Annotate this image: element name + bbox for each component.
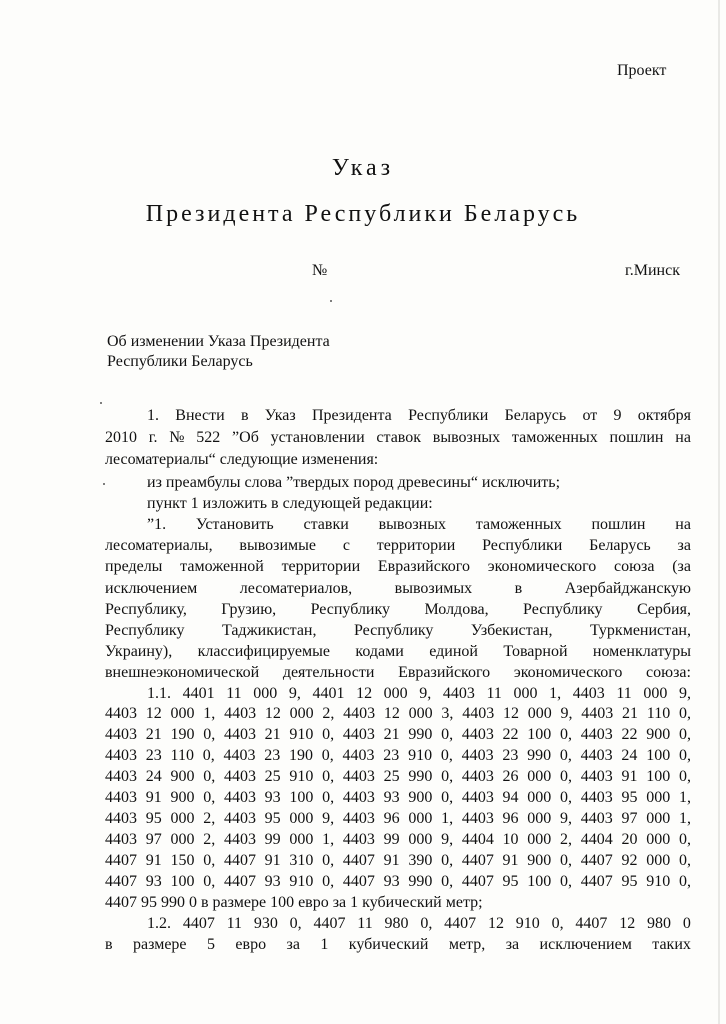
scan-speck [103, 483, 105, 485]
subject-line: Об изменении Указа Президента [107, 333, 330, 350]
body-line: 4403 97 000 2, 4403 99 000 1, 4403 99 000 9, 4404 10 000 2, 4404 20 000 0, [105, 831, 691, 848]
body-line: исключением лесоматериалов, вывозимых в Азербайджанскую [105, 580, 691, 597]
body-line: пункт 1 изложить в следующей редакции: [147, 495, 433, 512]
decree-subject [107, 332, 330, 372]
body-line: внешнеэкономической деятельности Евразийского экономического союза: [105, 664, 691, 681]
body-line: лесоматериалы, вывозимые с территории Республики Беларусь за [105, 537, 691, 554]
scan-speck [100, 402, 102, 404]
body-line: в размере 5 евро за 1 кубический метр, за исключением таких [105, 936, 691, 953]
body-line: лесоматериалы“ следующие изменения: [105, 451, 379, 468]
draft-stamp: Проект [617, 62, 667, 79]
body-line: 2010 г. № 522 ”Об установлении ставок вывозных таможенных пошлин на [105, 429, 691, 446]
subject-line: Республики Беларусь [107, 353, 253, 370]
body-line: 4403 95 000 2, 4403 95 000 9, 4403 96 000 1, 4403 96 000 9, 4403 97 000 1, [105, 810, 691, 827]
body-line: Республику Таджикистан, Республику Узбекистан, Туркменистан, [105, 622, 691, 639]
body-line: 4407 91 150 0, 4407 91 310 0, 4407 91 390 0, 4407 91 900 0, 4407 92 000 0, [105, 852, 691, 869]
document-issuer: Президента Республики Беларусь [145, 201, 581, 227]
scan-speck [330, 300, 332, 302]
body-line: 4403 23 110 0, 4403 23 190 0, 4403 23 910 0, 4403 23 990 0, 4403 24 100 0, [105, 747, 691, 764]
body-line: 4403 12 000 1, 4403 12 000 2, 4403 12 000 3, 4403 12 000 9, 4403 21 110 0, [105, 705, 691, 722]
body-line: из преамбулы слова ”твердых пород древесины“ исключить; [147, 474, 561, 491]
body-line: пределы таможенной территории Евразийского экономического союза (за [105, 558, 691, 575]
body-line: 1.2. 4407 11 930 0, 4407 11 980 0, 4407 12 910 0, 4407 12 980 0 [147, 915, 691, 932]
body-line: 1.1. 4401 11 000 9, 4401 12 000 9, 4403 11 000 1, 4403 11 000 9, [147, 685, 691, 702]
body-line: Украину), классифицируемые кодами единой Товарной номенклатуры [105, 643, 691, 660]
body-line: 4403 91 900 0, 4403 93 100 0, 4403 93 900 0, 4403 94 000 0, 4403 95 000 1, [105, 789, 691, 806]
body-line: Республику, Грузию, Республику Молдова, Республику Сербия, [105, 601, 691, 618]
body-line: 4403 21 190 0, 4403 21 910 0, 4403 21 990 0, 4403 22 100 0, 4403 22 900 0, [105, 726, 691, 743]
body-line: 4403 24 900 0, 4403 25 910 0, 4403 25 990 0, 4403 26 000 0, 4403 91 100 0, [105, 768, 691, 785]
document-title: Указ [331, 155, 395, 181]
decree-city: г.Минск [625, 262, 680, 279]
body-line: 4407 95 990 0 в размере 100 евро за 1 кубический метр; [105, 894, 483, 911]
body-line: 1. Внести в Указ Президента Республики Беларусь от 9 октября [147, 407, 691, 424]
body-line: 4407 93 100 0, 4407 93 910 0, 4407 93 990 0, 4407 95 100 0, 4407 95 910 0, [105, 873, 691, 890]
scan-edge [718, 0, 720, 1024]
decree-number-label: № [312, 262, 328, 279]
body-line: ”1. Установить ставки вывозных таможенных пошлин на [147, 516, 691, 533]
